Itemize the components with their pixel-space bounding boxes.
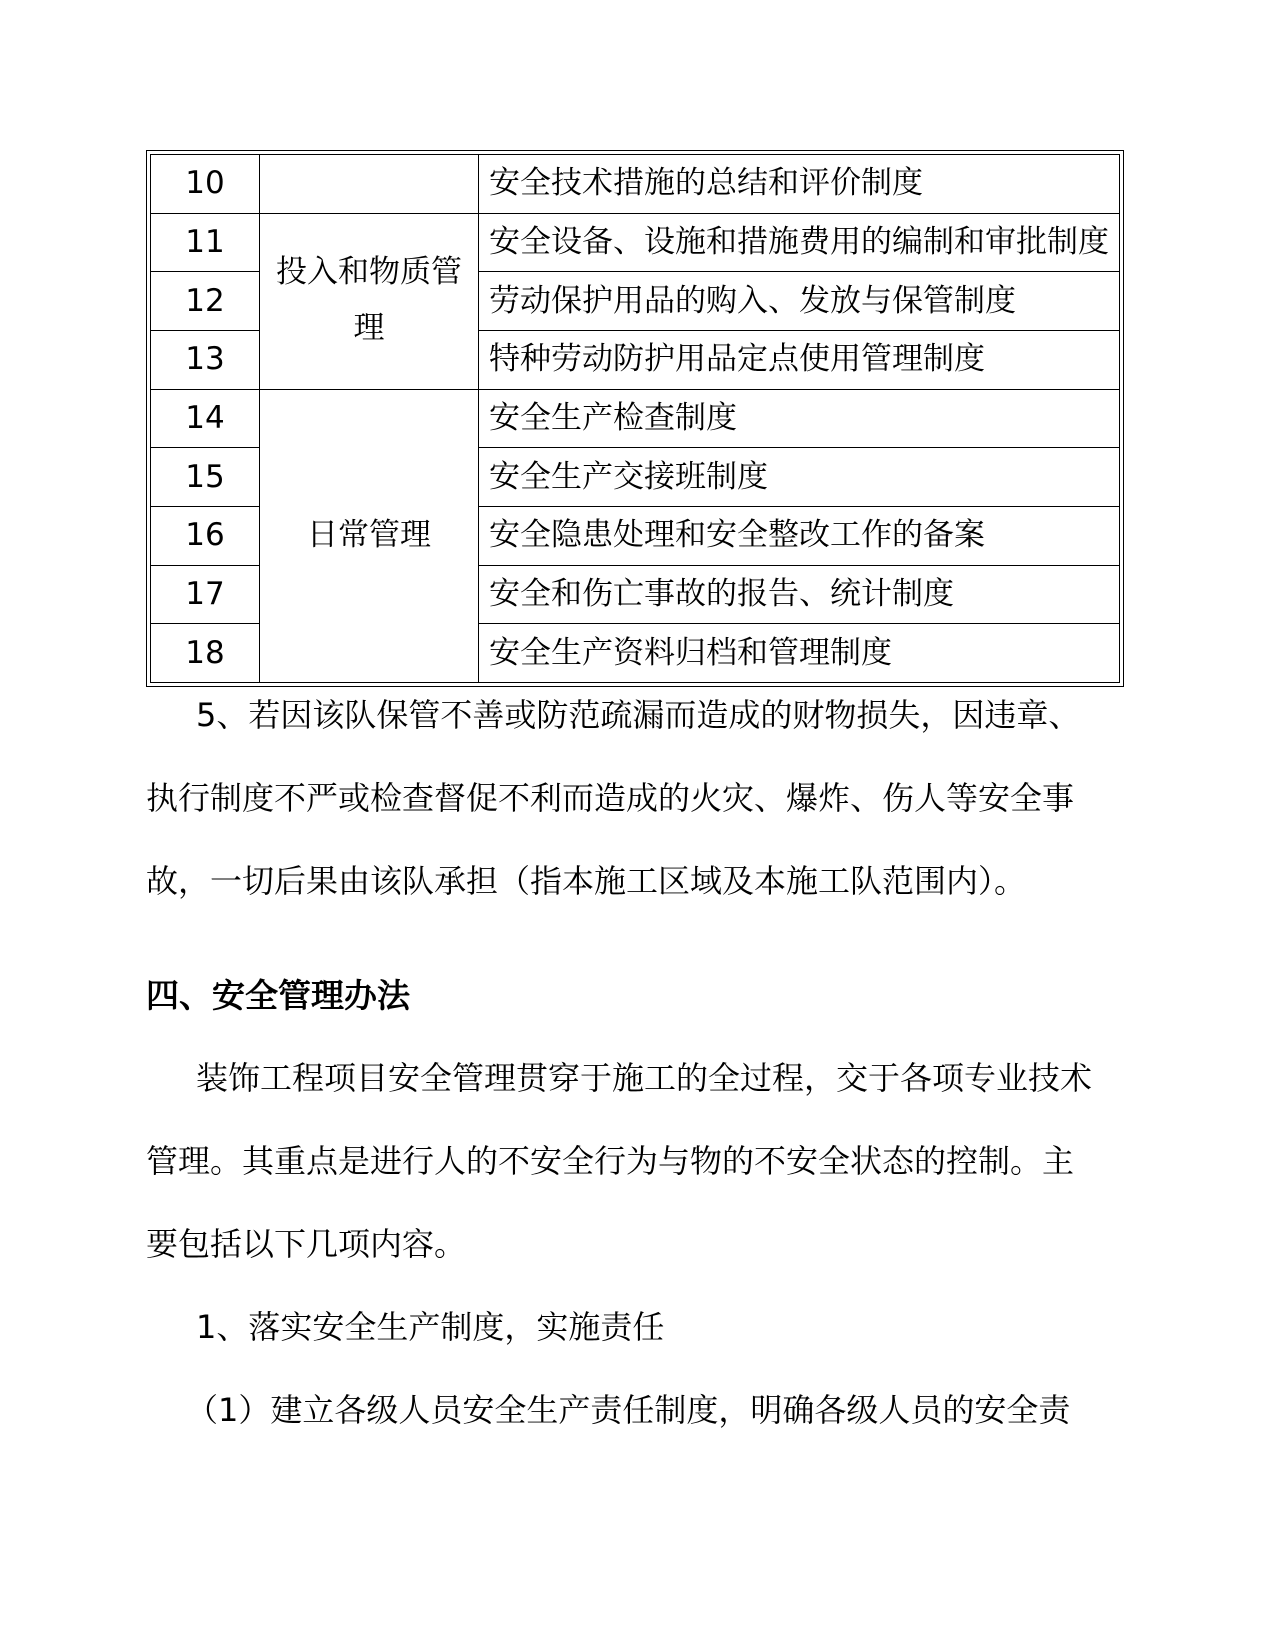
category-cell-daily: 日常管理	[260, 389, 479, 682]
safety-rules-table	[146, 150, 1124, 687]
paragraph-line: 装饰工程项目安全管理贯穿于施工的全过程，交于各项专业技术	[196, 1059, 1093, 1097]
rule-item: 安全隐患处理和安全整改工作的备案	[479, 506, 1120, 565]
rule-item: 特种劳动防护用品定点使用管理制度	[479, 330, 1120, 389]
row-number: 12	[151, 272, 260, 331]
subsection-title: 1、落实安全生产制度，实施责任	[196, 1308, 665, 1346]
row-number: 11	[151, 213, 260, 272]
rule-item: 安全和伤亡事故的报告、统计制度	[479, 565, 1120, 624]
rule-item: 安全技术措施的总结和评价制度	[479, 155, 1120, 214]
rule-item: 安全生产交接班制度	[479, 448, 1120, 507]
paragraph-line: 5、若因该队保管不善或防范疏漏而造成的财物损失，因违章、	[196, 696, 1081, 734]
row-number: 10	[151, 155, 260, 214]
rule-item: 安全生产资料归档和管理制度	[479, 624, 1120, 683]
table-row	[151, 213, 1120, 272]
row-number: 18	[151, 624, 260, 683]
row-number: 15	[151, 448, 260, 507]
table-row	[151, 155, 1120, 214]
rule-item: 劳动保护用品的购入、发放与保管制度	[479, 272, 1120, 331]
row-number: 13	[151, 330, 260, 389]
row-number: 17	[151, 565, 260, 624]
rule-item: 安全设备、设施和措施费用的编制和审批制度	[479, 213, 1120, 272]
paragraph-line: 故，一切后果由该队承担（指本施工区域及本施工队范围内）。	[146, 862, 1027, 900]
paragraph-line: 要包括以下几项内容。	[146, 1225, 467, 1263]
category-cell-empty	[260, 155, 479, 214]
paragraph-line: （1）建立各级人员安全生产责任制度，明确各级人员的安全责	[186, 1391, 1071, 1429]
rule-item: 安全生产检查制度	[479, 389, 1120, 448]
section-heading: 四、安全管理办法	[146, 976, 410, 1015]
paragraph-line: 执行制度不严或检查督促不利而造成的火灾、爆炸、伤人等安全事	[146, 779, 1075, 817]
table-row	[151, 389, 1120, 448]
paragraph-line: 管理。其重点是进行人的不安全行为与物的不安全状态的控制。主	[146, 1142, 1075, 1180]
category-cell-investment: 投入和物质管理	[260, 213, 479, 389]
row-number: 16	[151, 506, 260, 565]
row-number: 14	[151, 389, 260, 448]
